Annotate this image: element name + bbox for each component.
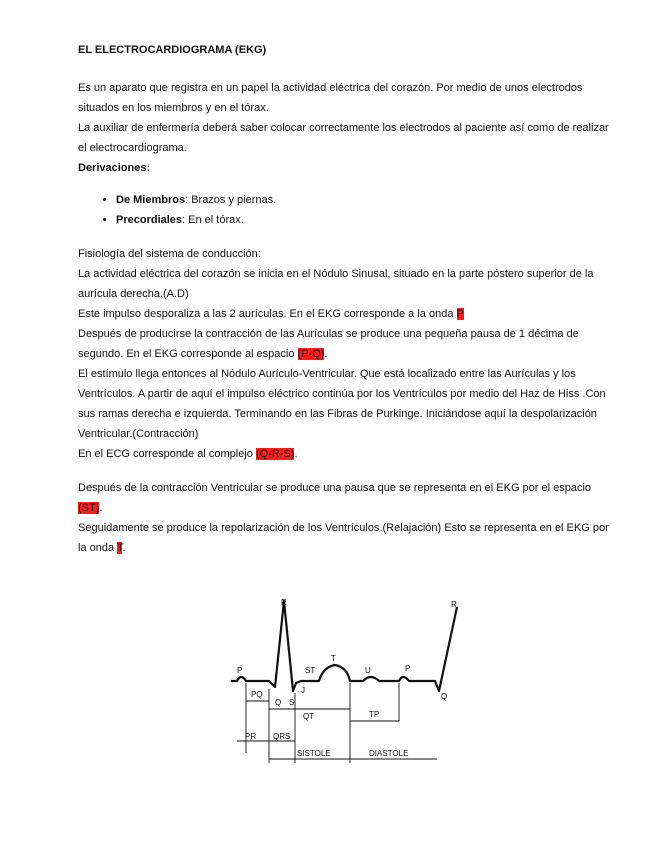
label-t: T — [331, 654, 336, 663]
fisiologia-paragraph-2 — [78, 304, 618, 324]
label-r: R — [281, 598, 287, 607]
derivaciones-heading: Derivaciones: — [78, 162, 151, 174]
label-pr: PR — [245, 732, 257, 741]
label-j: J — [301, 686, 305, 695]
text-run: . — [294, 448, 298, 460]
ekg-diagram — [229, 593, 469, 773]
fisiologia-heading: Fisiología del sistema de conducción: — [78, 248, 261, 260]
label-p2: P — [405, 664, 411, 673]
highlight-onda-t: T — [116, 542, 123, 554]
ekg-waveform-svg — [229, 593, 469, 773]
label-q2: Q — [441, 692, 448, 701]
fisiologia-paragraph-4: El estímulo llega entonces al Nódulo Aurículo-Ventricular. Que está localizado entre las Aurículas y los Ventrículos. A partir de aquí el impulso eléctrico continúa por los Ventrículos por medio del Haz de Hiss .Con sus ramas derecha e izquierda. Terminando en las Fibras de Purkinge. Iniciándose aquí la despolarización Ventricular.(Contracción) — [78, 368, 606, 440]
label-s: S — [289, 698, 295, 707]
label-p: P — [237, 666, 243, 675]
text-run: Después de la contracción Ventricular se produce una pausa que se representa en el EKG por el espacio — [78, 482, 592, 494]
list-item — [116, 210, 618, 230]
paragraph-spacer — [78, 464, 618, 478]
intro-paragraph-2: La auxiliar de enfermería deberá saber colocar correctamente los electrodos al paciente así como de realizar el electrocardiograma. — [78, 122, 609, 154]
highlight-espacio-pq: (P-Q) — [297, 348, 325, 360]
intro-paragraph-1: Es un aparato que registra en un papel la actividad eléctrica del corazón. Por medio de unos electrodos situados en los miembros y en el tórax. — [78, 82, 583, 114]
fisiologia-paragraph-3 — [78, 324, 618, 364]
highlight-onda-p: P — [456, 308, 464, 320]
fisiologia-paragraph-1: La actividad eléctrica del corazón se inicia en el Nódulo Sinusal, situado en la parte póstero superior de la aurícula derecha.(A.D) — [78, 268, 594, 300]
label-diastole: DIASTOLE — [369, 749, 409, 758]
text-run: . — [99, 502, 103, 514]
fisiologia-paragraph-5 — [78, 444, 618, 464]
text-run: Después de producirse la contracción de las Aurículas se produce una pequeña pausa de 1 décima de segundo. En el EKG corresponde al espacio — [78, 328, 579, 360]
fisiologia-paragraph-6 — [78, 478, 618, 518]
label-sistole: SISTOLE — [297, 749, 331, 758]
label-qt: QT — [303, 712, 315, 721]
label-qrs: QRS — [273, 732, 291, 741]
list-item — [116, 190, 618, 210]
list-item-desc: : Brazos y piernas. — [185, 194, 277, 206]
list-item-term: De Miembros — [116, 194, 186, 206]
derivaciones-list — [78, 190, 618, 230]
text-run: . — [324, 348, 328, 360]
label-q: Q — [275, 698, 282, 707]
document-body — [78, 40, 618, 558]
label-u: U — [365, 666, 371, 675]
label-r2: R — [451, 600, 457, 609]
text-run: En el ECG corresponde al complejo — [78, 448, 256, 460]
text-run: . — [122, 542, 126, 554]
list-item-term: Precordiales — [116, 214, 183, 226]
text-run: Este impulso desporaliza a las 2 aurículas. En el EKG corresponde a la onda — [78, 308, 457, 320]
document-title: EL ELECTROCARDIOGRAMA (EKG) — [78, 44, 267, 56]
list-item-desc: : En el tórax. — [182, 214, 244, 226]
ekg-trace — [231, 601, 457, 691]
label-st: ST — [305, 666, 316, 675]
text-run: Seguidamente se produce la repolarización de los Ventrículos.(Relajación) Esto se representa en el EKG por la onda — [78, 522, 609, 554]
label-tp: TP — [369, 710, 380, 719]
label-pq: PQ — [251, 690, 263, 699]
fisiologia-paragraph-7 — [78, 518, 618, 558]
highlight-complejo-qrs: (Q-R-S) — [255, 448, 295, 460]
highlight-espacio-st: (ST) — [78, 502, 100, 514]
